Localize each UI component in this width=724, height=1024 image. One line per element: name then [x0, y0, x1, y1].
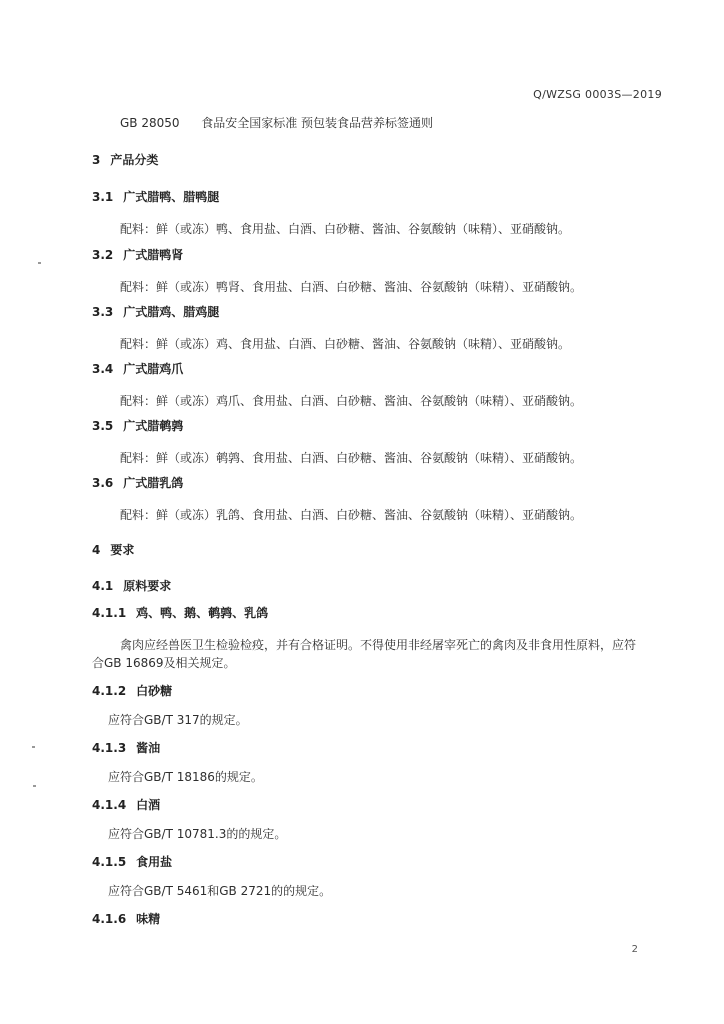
section-3-4-heading	[92, 360, 183, 377]
section-4-1-3-heading	[92, 739, 160, 756]
clause-number: 3.4	[92, 362, 114, 376]
clause-title: 广式腊鸭肾	[123, 248, 184, 262]
clause-number: 4.1.4	[92, 798, 127, 812]
clause-title: 酱油	[136, 741, 161, 755]
clause-number: 3.2	[92, 248, 114, 262]
section-4-1-heading	[92, 577, 171, 594]
scan-mark	[33, 785, 36, 787]
ingredients-3-3: 配料：鲜（或冻）鸡、食用盐、白酒、白砂糖、酱油、谷氨酸钠（味精）、亚硝酸钠。	[120, 337, 571, 351]
requirement-4-1-4: 应符合GB/T 10781.3的的规定。	[108, 827, 287, 841]
section-title: 产品分类	[110, 153, 159, 167]
clause-number: 4.1.1	[92, 606, 127, 620]
clause-number: 4.1.3	[92, 741, 127, 755]
reference-standard	[120, 114, 433, 131]
clause-title: 广式腊乳鸽	[123, 476, 184, 490]
ingredients-3-2: 配料：鲜（或冻）鸭肾、食用盐、白酒、白砂糖、酱油、谷氨酸钠（味精）、亚硝酸钠。	[120, 280, 583, 294]
clause-title: 白砂糖	[136, 684, 173, 698]
section-4-1-1-heading	[92, 604, 268, 621]
page-number: 2	[631, 944, 638, 955]
document-id: Q/WZSG 0003S—2019	[533, 88, 662, 101]
section-3-heading	[92, 151, 158, 168]
clause-number: 3.6	[92, 476, 114, 490]
section-number: 3	[92, 153, 101, 167]
requirement-4-1-3: 应符合GB/T 18186的规定。	[108, 770, 263, 784]
section-3-2-heading	[92, 246, 183, 263]
clause-number: 3.5	[92, 419, 114, 433]
clause-title: 广式腊鸡、腊鸡腿	[123, 305, 220, 319]
section-4-1-6-heading	[92, 910, 160, 927]
clause-title: 味精	[136, 912, 161, 926]
scan-mark	[38, 262, 41, 264]
section-3-6-heading	[92, 474, 183, 491]
ingredients-3-5: 配料：鲜（或冻）鹌鹑、食用盐、白酒、白砂糖、酱油、谷氨酸钠（味精）、亚硝酸钠。	[120, 451, 583, 465]
clause-number: 3.1	[92, 190, 114, 204]
clause-number: 4.1.5	[92, 855, 127, 869]
section-number: 4	[92, 543, 101, 557]
section-4-1-4-heading	[92, 796, 160, 813]
reference-code: GB 28050	[120, 116, 180, 130]
clause-number: 4.1.6	[92, 912, 127, 926]
requirement-4-1-5: 应符合GB/T 5461和GB 2721的的规定。	[108, 884, 332, 898]
requirement-4-1-2: 应符合GB/T 317的规定。	[108, 713, 248, 727]
requirement-4-1-1-line2: 合GB 16869及相关规定。	[92, 656, 236, 670]
clause-number: 3.3	[92, 305, 114, 319]
requirement-4-1-1-line1: 禽肉应经兽医卫生检验检疫，并有合格证明。不得使用非经屠宰死亡的禽肉及非食用性原料，应符	[120, 638, 637, 652]
clause-title: 广式腊鹌鹑	[123, 419, 184, 433]
clause-number: 4.1	[92, 579, 114, 593]
clause-title: 广式腊鸭、腊鸭腿	[123, 190, 220, 204]
section-4-1-5-heading	[92, 853, 172, 870]
ingredients-3-1: 配料：鲜（或冻）鸭、食用盐、白酒、白砂糖、酱油、谷氨酸钠（味精）、亚硝酸钠。	[120, 222, 571, 236]
clause-title: 广式腊鸡爪	[123, 362, 184, 376]
clause-title: 白酒	[136, 798, 161, 812]
section-3-5-heading	[92, 417, 183, 434]
section-3-1-heading	[92, 188, 219, 205]
ingredients-3-4: 配料：鲜（或冻）鸡爪、食用盐、白酒、白砂糖、酱油、谷氨酸钠（味精）、亚硝酸钠。	[120, 394, 583, 408]
section-4-1-2-heading	[92, 682, 172, 699]
section-title: 要求	[110, 543, 135, 557]
reference-title: 食品安全国家标准 预包装食品营养标签通则	[201, 116, 434, 130]
clause-title: 食用盐	[136, 855, 173, 869]
clause-title: 鸡、鸭、鹅、鹌鹑、乳鸽	[136, 606, 269, 620]
clause-number: 4.1.2	[92, 684, 127, 698]
section-4-heading	[92, 541, 134, 558]
scan-mark	[32, 746, 35, 748]
section-3-3-heading	[92, 303, 219, 320]
clause-title: 原料要求	[123, 579, 172, 593]
ingredients-3-6: 配料：鲜（或冻）乳鸽、食用盐、白酒、白砂糖、酱油、谷氨酸钠（味精）、亚硝酸钠。	[120, 508, 583, 522]
